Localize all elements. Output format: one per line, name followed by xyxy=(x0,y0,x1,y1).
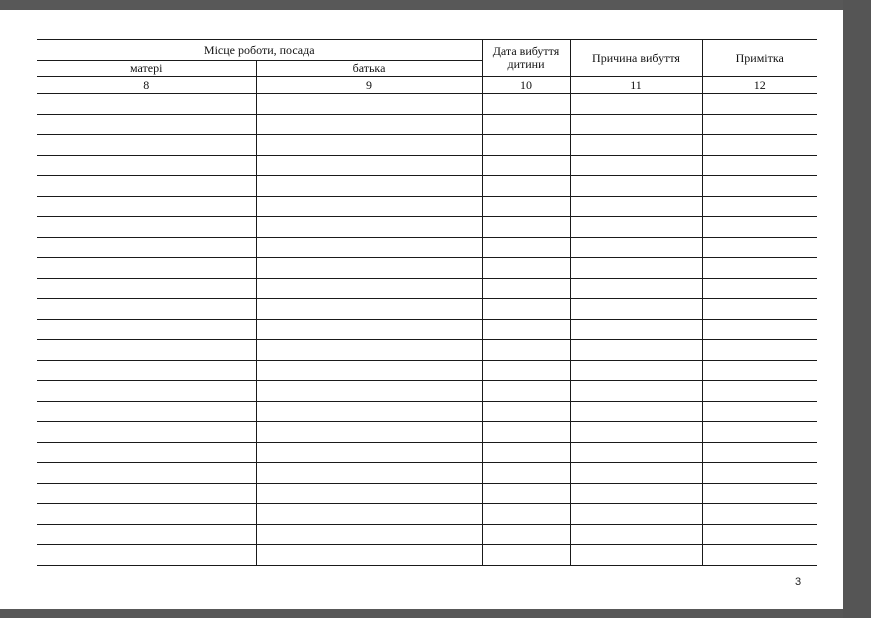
table-cell[interactable] xyxy=(702,442,817,463)
table-body xyxy=(37,94,817,566)
table-cell[interactable] xyxy=(37,114,256,135)
column-number: 8 xyxy=(37,77,256,94)
table-cell[interactable] xyxy=(702,94,817,115)
table-cell[interactable] xyxy=(482,422,570,443)
table-cell[interactable] xyxy=(570,196,702,217)
table-cell[interactable] xyxy=(702,319,817,340)
table-cell[interactable] xyxy=(570,545,702,566)
table-cell[interactable] xyxy=(702,381,817,402)
table-cell[interactable] xyxy=(256,360,482,381)
table-row xyxy=(37,135,817,156)
table-cell[interactable] xyxy=(256,114,482,135)
table-cell[interactable] xyxy=(482,524,570,545)
table-cell[interactable] xyxy=(570,401,702,422)
table-row xyxy=(37,176,817,197)
table-cell[interactable] xyxy=(37,360,256,381)
table-cell[interactable] xyxy=(37,278,256,299)
table-cell[interactable] xyxy=(256,524,482,545)
column-number: 10 xyxy=(482,77,570,94)
table-row xyxy=(37,196,817,217)
table-cell[interactable] xyxy=(482,545,570,566)
table-cell[interactable] xyxy=(702,155,817,176)
table-cell[interactable] xyxy=(570,442,702,463)
table-cell[interactable] xyxy=(37,135,256,156)
table-row xyxy=(37,381,817,402)
table-cell[interactable] xyxy=(37,319,256,340)
table-cell[interactable] xyxy=(37,524,256,545)
table-cell[interactable] xyxy=(570,237,702,258)
table-cell[interactable] xyxy=(256,94,482,115)
header-departure-date: Дата вибуття дитини xyxy=(482,40,570,77)
table-cell[interactable] xyxy=(256,340,482,361)
table-cell[interactable] xyxy=(570,463,702,484)
table-cell[interactable] xyxy=(570,299,702,320)
table-cell[interactable] xyxy=(482,483,570,504)
table-cell[interactable] xyxy=(482,278,570,299)
table-cell[interactable] xyxy=(37,258,256,279)
table-cell[interactable] xyxy=(570,483,702,504)
table-cell[interactable] xyxy=(702,360,817,381)
table-cell[interactable] xyxy=(482,237,570,258)
table-cell[interactable] xyxy=(570,381,702,402)
table-row xyxy=(37,114,817,135)
table-cell[interactable] xyxy=(37,176,256,197)
table-cell[interactable] xyxy=(256,196,482,217)
table-cell[interactable] xyxy=(256,381,482,402)
table-cell[interactable] xyxy=(37,401,256,422)
table-row xyxy=(37,504,817,525)
table-cell[interactable] xyxy=(702,237,817,258)
table-cell[interactable] xyxy=(482,114,570,135)
table-cell[interactable] xyxy=(570,278,702,299)
table-row xyxy=(37,319,817,340)
table-cell[interactable] xyxy=(702,196,817,217)
table-row xyxy=(37,483,817,504)
table-cell[interactable] xyxy=(37,483,256,504)
table-cell[interactable] xyxy=(482,319,570,340)
table-cell[interactable] xyxy=(256,258,482,279)
table-cell[interactable] xyxy=(256,278,482,299)
table-cell[interactable] xyxy=(37,237,256,258)
table-cell[interactable] xyxy=(37,196,256,217)
table-cell[interactable] xyxy=(570,114,702,135)
table-cell[interactable] xyxy=(482,94,570,115)
table-cell[interactable] xyxy=(702,135,817,156)
table-cell[interactable] xyxy=(702,504,817,525)
table-cell[interactable] xyxy=(482,135,570,156)
table-row xyxy=(37,258,817,279)
viewer-background-gutter xyxy=(843,0,871,618)
register-table xyxy=(37,39,817,566)
table-row xyxy=(37,524,817,545)
table-cell[interactable] xyxy=(702,422,817,443)
table-cell[interactable] xyxy=(702,401,817,422)
table-cell[interactable] xyxy=(37,504,256,525)
table-cell[interactable] xyxy=(37,155,256,176)
table-cell[interactable] xyxy=(256,237,482,258)
table-row xyxy=(37,545,817,566)
table-cell[interactable] xyxy=(702,114,817,135)
table-cell[interactable] xyxy=(482,299,570,320)
table-row xyxy=(37,463,817,484)
page-number: 3 xyxy=(795,576,802,588)
table-cell[interactable] xyxy=(570,155,702,176)
table-row xyxy=(37,340,817,361)
table-cell[interactable] xyxy=(482,196,570,217)
table-cell[interactable] xyxy=(256,401,482,422)
column-number-row xyxy=(37,77,817,94)
table-row xyxy=(37,360,817,381)
table-cell[interactable] xyxy=(570,422,702,443)
table-row xyxy=(37,299,817,320)
table-cell[interactable] xyxy=(702,176,817,197)
table-cell[interactable] xyxy=(570,217,702,238)
table-cell[interactable] xyxy=(256,504,482,525)
table-cell[interactable] xyxy=(570,258,702,279)
table-cell[interactable] xyxy=(702,340,817,361)
table-cell[interactable] xyxy=(37,442,256,463)
table-cell[interactable] xyxy=(256,422,482,443)
table-cell[interactable] xyxy=(570,135,702,156)
table-cell[interactable] xyxy=(570,524,702,545)
header-mother: матері xyxy=(37,61,256,77)
table-cell[interactable] xyxy=(702,217,817,238)
table-cell[interactable] xyxy=(256,442,482,463)
table-cell[interactable] xyxy=(37,463,256,484)
table-cell[interactable] xyxy=(482,504,570,525)
table-cell[interactable] xyxy=(37,217,256,238)
table-cell[interactable] xyxy=(482,442,570,463)
table-cell[interactable] xyxy=(482,401,570,422)
table-cell[interactable] xyxy=(37,94,256,115)
table-row xyxy=(37,278,817,299)
table-cell[interactable] xyxy=(256,545,482,566)
table-cell[interactable] xyxy=(570,94,702,115)
table-cell[interactable] xyxy=(570,319,702,340)
table-cell[interactable] xyxy=(37,545,256,566)
table-cell[interactable] xyxy=(256,176,482,197)
table-cell[interactable] xyxy=(702,524,817,545)
table-cell[interactable] xyxy=(482,155,570,176)
table-cell[interactable] xyxy=(702,545,817,566)
header-note: Примітка xyxy=(702,40,817,77)
table-cell[interactable] xyxy=(702,483,817,504)
table-cell[interactable] xyxy=(256,463,482,484)
table-cell[interactable] xyxy=(37,422,256,443)
table-row xyxy=(37,237,817,258)
table-cell[interactable] xyxy=(256,135,482,156)
table-cell[interactable] xyxy=(37,299,256,320)
document-page xyxy=(0,10,843,609)
table-cell[interactable] xyxy=(570,176,702,197)
column-number: 9 xyxy=(256,77,482,94)
table-row xyxy=(37,155,817,176)
table-row xyxy=(37,217,817,238)
column-number: 11 xyxy=(570,77,702,94)
table-cell[interactable] xyxy=(570,504,702,525)
table-row xyxy=(37,442,817,463)
table-cell[interactable] xyxy=(37,381,256,402)
table-cell[interactable] xyxy=(256,217,482,238)
table-cell[interactable] xyxy=(482,340,570,361)
table-cell[interactable] xyxy=(570,360,702,381)
table-cell[interactable] xyxy=(256,155,482,176)
table-cell[interactable] xyxy=(256,483,482,504)
column-number: 12 xyxy=(702,77,817,94)
table-cell[interactable] xyxy=(482,217,570,238)
table-cell[interactable] xyxy=(702,463,817,484)
table-row xyxy=(37,422,817,443)
table-row xyxy=(37,94,817,115)
table-cell[interactable] xyxy=(482,463,570,484)
table-cell[interactable] xyxy=(702,299,817,320)
table-cell[interactable] xyxy=(482,381,570,402)
table-cell[interactable] xyxy=(702,258,817,279)
table-cell[interactable] xyxy=(256,299,482,320)
table-cell[interactable] xyxy=(702,278,817,299)
table-cell[interactable] xyxy=(482,176,570,197)
table-cell[interactable] xyxy=(256,319,482,340)
header-father: батька xyxy=(256,61,482,77)
table-row xyxy=(37,401,817,422)
table-cell[interactable] xyxy=(482,258,570,279)
header-departure-reason: Причина вибуття xyxy=(570,40,702,77)
table-cell[interactable] xyxy=(570,340,702,361)
table-cell[interactable] xyxy=(482,360,570,381)
table-cell[interactable] xyxy=(37,340,256,361)
header-workplace: Місце роботи, посада xyxy=(37,40,482,61)
